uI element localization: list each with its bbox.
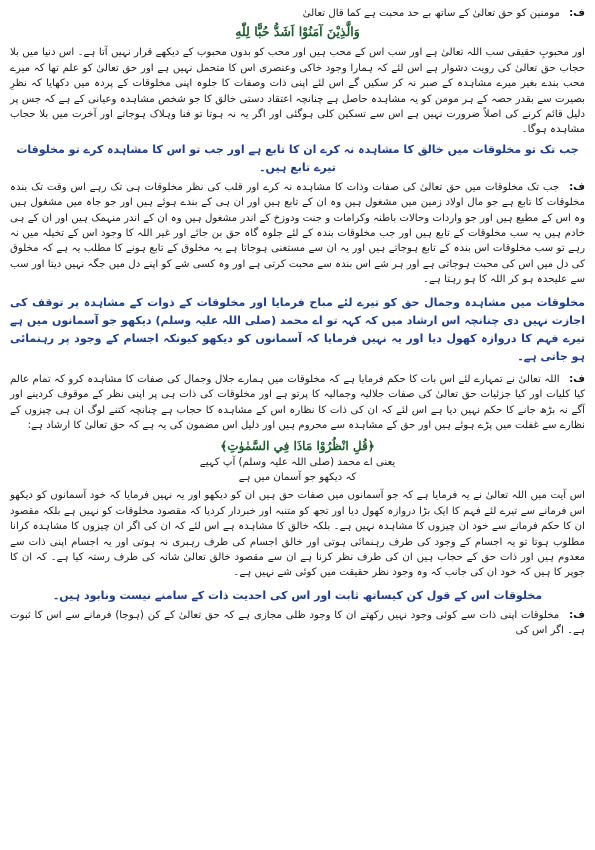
paragraph-1: اور محبوبِ حقیقی سب اللہ تعالیٰ ہے اور سب اس کے محب ہیں اور محب کو بدوں محبوب کے دیکھے قرار نہیں آتا ہے۔ اس دنیا میں بلا حجاب حق تعالیٰ کی رویت دشوار ہے اس لئے کہ ہمارا وجود خاکی وعنصری اس کا متحمل نہیں ہے اور حق تعالیٰ کو علم تھا کہ میرے محب بندے بغیر میرے مشاہدہ کے صبر نہ کر سکیں گے اس لئے اپنی ذات وصفات کا جلوہ اپنی مخلوقات کے پردہ میں دکھایا کہ نظرِ بصیرت سے بقدر حصہ کے ہر مومن کو یہ مشاہدہ حاصل ہے چنانچہ اعتقاد دستی خالق کا جو شخص مشاہدہ وعیانی کے ہے کہ جس پر دلیل قائم کرنے کی اصلاً ضرورت نہیں ہے اس سے تسکین کلی ہوگئی اور اگر یہ نہ ہوتا تو فنا وہلاک ہوجاتے اور آخرت میں بلا حجاب مشاہدہ ہوگا۔ <box>10 47 585 136</box>
paragraph-5-text: مخلوقات اپنی ذات سے کوئی وجود نہیں رکھتے ان کا وجود ظلی مجازی ہے کہ حق تعالیٰ کے کن (ہوجا) فرمانے سے اس کا ثبوت ہے۔ اگر اس کی <box>10 609 585 637</box>
intro-text: مومنین کو حق تعالیٰ کے ساتھ بے حد محبت ہے کما قال تعالیٰ <box>302 8 560 19</box>
section-marker: ف: <box>569 181 585 193</box>
heading-2: مخلوقات میں مشاہدہ وجمال حق کو تیرے لئے مباح فرمایا اور مخلوقات کے ذوات کے مشاہدہ پر توقف کی اجازت نہیں دی چنانچہ اس ارشاد میں کہ کہہ تو اے محمد (صلی اللہ علیہ وسلم) دیکھو جو آسمانوں میں ہے تیرے فہم کا دروازہ کھول دیا اور یہ نہیں فرمایا کہ آسمانوں کو دیکھو کیونکہ اجسام کے وجود پر رہنمائی ہو جاتی ہے۔ <box>10 295 585 363</box>
section-marker: ف: <box>569 373 585 385</box>
paragraph-2-text: جب تک مخلوقات میں حق تعالیٰ کی صفات وذات کا مشاہدہ نہ کرے اور قلب کی نظر مخلوقات ہی تک رہے اس وقت تک بندہ مخلوقات کا تابع ہے جو مال اولاد زمین میں مشغول ہیں وہ ان کے تابع ہیں اور ان ہی کے بندے ہوئے ہیں اور جو جاہ میں مشغول ہیں وہ اس کے مطیع ہیں اور جو واردات وحالات باطنہ وکرامات و جنت ودوزخ کے اندر مشغول ہیں وہ ان کے اندر منہمک ہیں اور ان کے ہی خادم ہیں یہ سب مخلوقات کے تابع ہیں اور جب مخلوقات بندہ کے لئے جلوہ گاہ حق بن جائے اور غیر اللہ کا وجود اس کے تخیلہ میں نہ رہے تو سب مخلوقات اس بندہ کے تابع ہوجاتے ہیں اور یہ ان سے مستغنی ہوجاتا ہے یہ مخلوق کے تابع ہونے کا مطلب یہ ہے کہ مخلوق کی دل میں اس کی محبت ہوجاتی ہے اور ہر شے اس بندہ سے محبت کرتی ہے اور وہ کسی شے کو اپنے دل میں جگہ نہیں دیتا اور سب سے علیحدہ ہو کر اللہ کا ہو رہتا ہے۔ <box>10 181 585 286</box>
quote-translation-2: کہ دیکھو جو آسمان میں ہے <box>238 472 357 484</box>
quote-translation-1: یعنی اے محمد (صلی اللہ علیہ وسلم) آپ کہیے <box>199 457 396 469</box>
quran-verse: وَالَّذِيْنَ آمَنُوْا اَشَدُّ حُبًّا لِلّٰهِ <box>235 24 360 40</box>
intro-line <box>10 6 585 21</box>
document-page <box>10 6 585 639</box>
section-marker: ف: <box>569 609 585 621</box>
paragraph-3-text: اللہ تعالیٰ نے تمہارے لئے اس بات کا حکم فرمایا ہے کہ مخلوقات میں ہمارے جلال وجمال کی صفات کا مشاہدہ کرو کہ تمام عالم کیا کلیات اور کیا جزئیات حق تعالیٰ کی صفات جلالیہ وجمالیہ کا پرتو ہے اور مخلوقات کی ذات ہی پر اپنی نظر کے موقوف کردینے اور آگے نہ بڑھ جانے کا حکم نہیں دیا ہے اس لئے کہ ان کی ذات کا نظارہ اس کے مشاہدہ کا حجاب ہے چنانچہ کتنے لوگ ان ہی چیزوں کے نظارے سے غفلت میں پڑے ہوئے ہیں اور حق کے مشاہدہ سے محروم ہیں اور دلیل اس مضمون کی یہ ہے کہ حق تعالیٰ کا ارشاد ہے: <box>10 373 585 431</box>
paragraph-4: اس آیت میں اللہ تعالیٰ نے یہ فرمایا ہے کہ جو آسمانوں میں صفات حق ہیں ان کو دیکھو اور یہ نہیں فرمایا کہ خود آسمانوں کو دیکھو اس فرمانے سے تیرے لئے فہم کا ایک بڑا دروازہ کھول دیا اور تجھ کو متنبہ اور خبردار کردیا کہ مقصود مخلوقات کو نہیں ہے بلکہ مقصود ان کا حکم فرمانے سے خود ان چیزوں کا مشاہدہ نہیں ہے۔ بلکہ خالق کا مشاہدہ ہے اس لئے کہ ان کی اگر ان چیزوں کا مشاہدہ کرانا مطلوب ہوتا تو یہ اجسام کے وجود کی طرف رہنمائی ہوتی اور خالق اجسام کی طرف رہبری نہ ہوتی اور یہ اجسام اپنی ذات سے معدوم ہیں اور ذات حق کے حجاب ہیں ان کی طرف نظر کرنا ہے ان سے مقصود خالق تعالیٰ شانہ کی طرف رستہ کیا ہے۔ کہ ان کا جوپر کا ہیں کہ خود ان کی جانب کہ وہ وجود نظر حقیقت میں کوئی شے نہیں ہے۔ <box>10 490 585 579</box>
paragraph-5 <box>10 608 585 639</box>
heading-3: مخلوقات اس کے قول کن کیساتھ ثابت اور اس کی احدیت ذات کے سامنے نیست ونابود ہیں۔ <box>52 588 543 602</box>
paragraph-3 <box>10 372 585 434</box>
paragraph-2 <box>10 180 585 288</box>
intro-block <box>10 6 585 41</box>
quran-quote: ﴿قُلِ انْظُرُوْا مَاذَا فِي السَّمٰوٰتِ﴾ <box>220 439 375 454</box>
section-marker: ف: <box>569 8 585 19</box>
quote-block <box>10 437 585 485</box>
heading-1: جب تک تو مخلوقات میں خالق کا مشاہدہ نہ کرے ان کا تابع ہے اور جب تو اس کا مشاہدہ کرے تو مخلوقات تیرے تابع ہیں۔ <box>16 142 579 174</box>
